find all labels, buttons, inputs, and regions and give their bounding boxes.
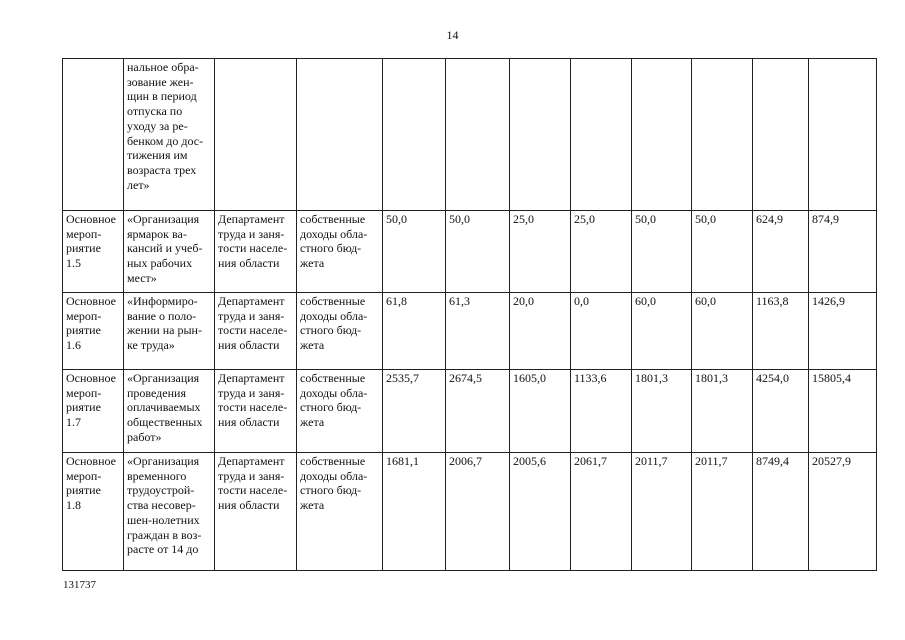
value-cell: 2006,7 <box>446 453 510 571</box>
executor-cell: Департамент труда и заня- тости населе- ния области <box>215 370 297 453</box>
value-cell: 25,0 <box>510 211 571 293</box>
table-row-1-7 <box>63 370 877 453</box>
value-cell <box>632 59 692 211</box>
executor-cell: Департамент труда и заня- тости населе- ния области <box>215 293 297 370</box>
name-cell: «Организация временного трудоустрой- ства несовер- шен-нолетних граждан в воз- расте от 14 до <box>124 453 215 571</box>
value-cell: 61,3 <box>446 293 510 370</box>
value-cell <box>510 59 571 211</box>
value-cell: 15805,4 <box>809 370 877 453</box>
value-cell: 25,0 <box>571 211 632 293</box>
source-cell: собственные доходы обла- стного бюд- жета <box>297 370 383 453</box>
value-cell: 1801,3 <box>632 370 692 453</box>
executor-cell: Департамент труда и заня- тости населе- ния области <box>215 211 297 293</box>
value-cell: 1605,0 <box>510 370 571 453</box>
source-cell: собственные доходы обла- стного бюд- жета <box>297 453 383 571</box>
value-cell: 1801,3 <box>692 370 753 453</box>
value-cell: 874,9 <box>809 211 877 293</box>
value-cell: 20,0 <box>510 293 571 370</box>
value-cell: 2535,7 <box>383 370 446 453</box>
value-cell: 8749,4 <box>753 453 809 571</box>
value-cell: 60,0 <box>632 293 692 370</box>
value-cell: 50,0 <box>632 211 692 293</box>
value-cell: 2061,7 <box>571 453 632 571</box>
value-cell: 1681,1 <box>383 453 446 571</box>
value-cell: 1163,8 <box>753 293 809 370</box>
value-cell: 20527,9 <box>809 453 877 571</box>
name-cell: «Организация проведения оплачиваемых общественных работ» <box>124 370 215 453</box>
value-cell: 1133,6 <box>571 370 632 453</box>
label-cell: Основное мероп- риятие 1.8 <box>63 453 124 571</box>
value-cell: 2674,5 <box>446 370 510 453</box>
source-cell: собственные доходы обла- стного бюд- жета <box>297 293 383 370</box>
value-cell: 50,0 <box>383 211 446 293</box>
executor-cell <box>215 59 297 211</box>
table-row-1-5 <box>63 211 877 293</box>
value-cell: 2011,7 <box>692 453 753 571</box>
value-cell <box>809 59 877 211</box>
name-cell: «Организация ярмарок ва- кансий и учеб- ных рабочих мест» <box>124 211 215 293</box>
value-cell: 60,0 <box>692 293 753 370</box>
value-cell: 50,0 <box>446 211 510 293</box>
table-row-continuation <box>63 59 877 211</box>
table-row-1-8 <box>63 453 877 571</box>
value-cell <box>446 59 510 211</box>
source-cell: собственные доходы обла- стного бюд- жета <box>297 211 383 293</box>
value-cell: 4254,0 <box>753 370 809 453</box>
source-cell <box>297 59 383 211</box>
value-cell: 1426,9 <box>809 293 877 370</box>
label-cell: Основное мероп- риятие 1.7 <box>63 370 124 453</box>
label-cell: Основное мероп- риятие 1.5 <box>63 211 124 293</box>
budget-table <box>62 58 877 571</box>
name-cell: нальное обра- зование жен- щин в период отпуска по уходу за ре- бенком до дос- тижения им возраста трех лет» <box>124 59 215 211</box>
document-code: 131737 <box>63 579 96 591</box>
value-cell: 0,0 <box>571 293 632 370</box>
value-cell <box>571 59 632 211</box>
value-cell: 50,0 <box>692 211 753 293</box>
value-cell: 2005,6 <box>510 453 571 571</box>
table-row-1-6 <box>63 293 877 370</box>
value-cell: 624,9 <box>753 211 809 293</box>
value-cell: 2011,7 <box>632 453 692 571</box>
value-cell <box>383 59 446 211</box>
name-cell: «Информиро- вание о поло- жении на рын- ке труда» <box>124 293 215 370</box>
label-cell <box>63 59 124 211</box>
executor-cell: Департамент труда и заня- тости населе- ния области <box>215 453 297 571</box>
value-cell <box>753 59 809 211</box>
page-number: 14 <box>446 28 459 42</box>
label-cell: Основное мероп- риятие 1.6 <box>63 293 124 370</box>
value-cell <box>692 59 753 211</box>
value-cell: 61,8 <box>383 293 446 370</box>
